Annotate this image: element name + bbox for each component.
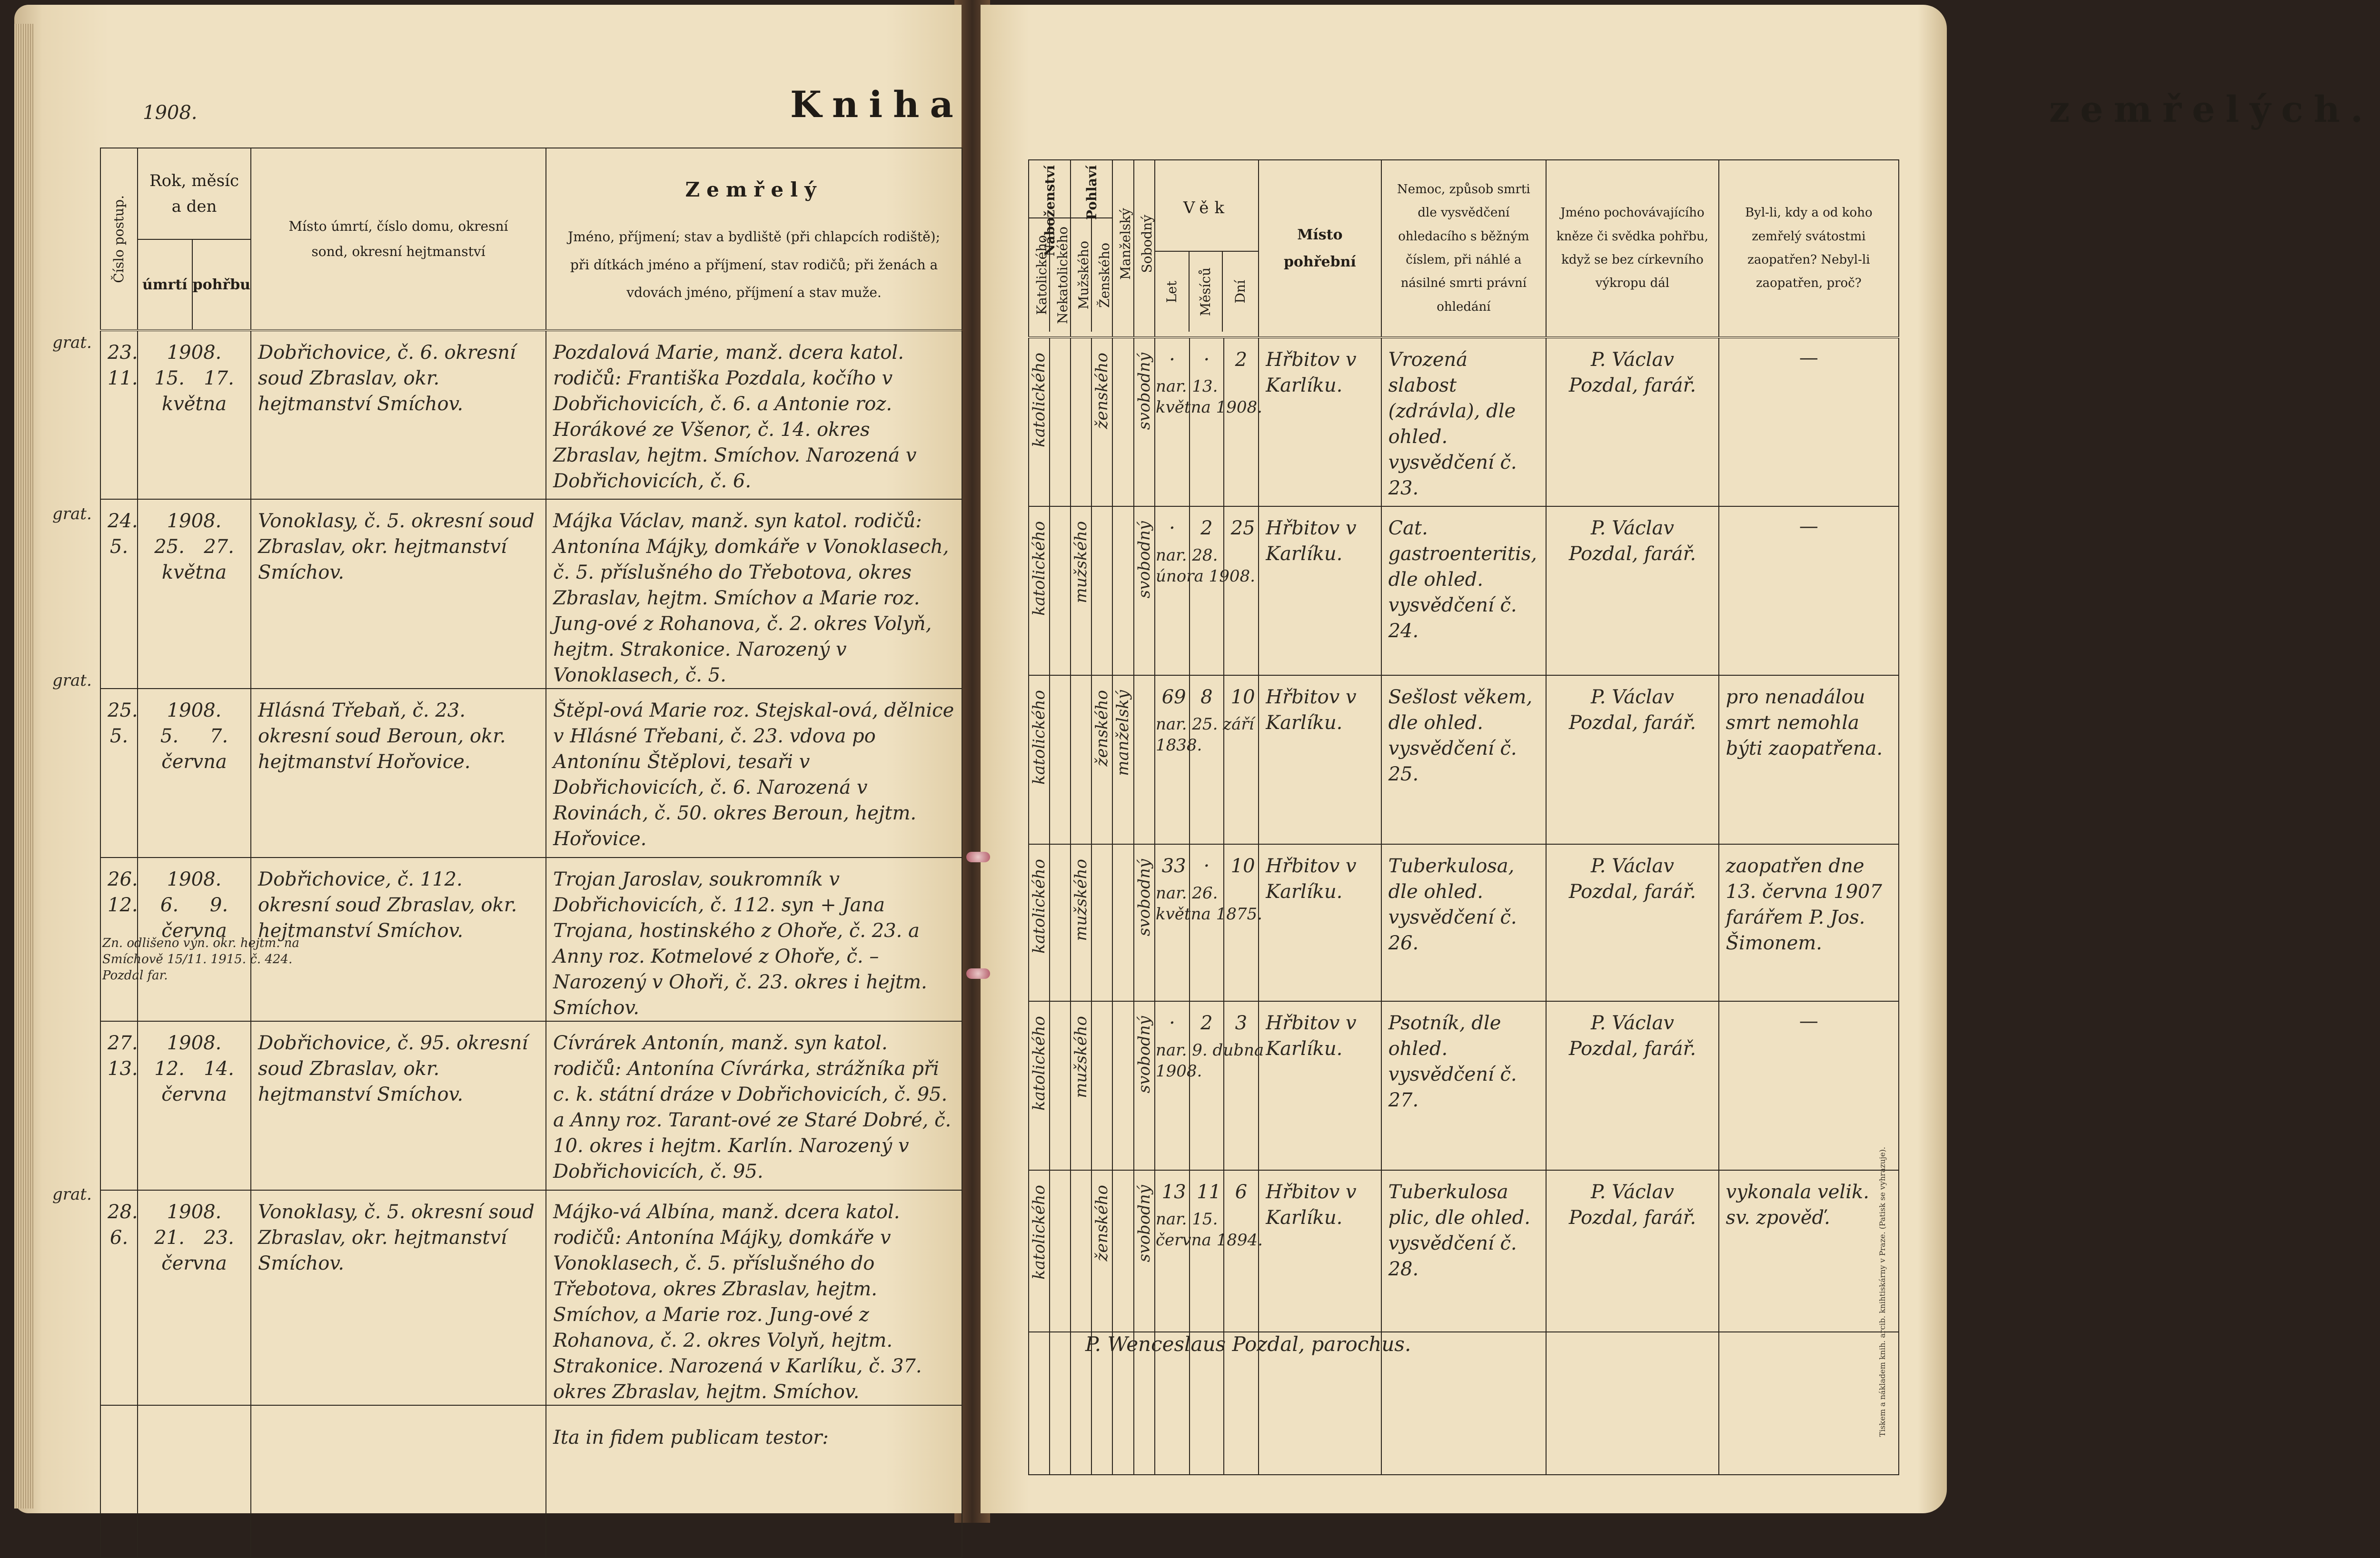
col-cislo-postup: Číslo postup. bbox=[100, 148, 138, 330]
closing-text-left: Ita in fidem publicam testor: bbox=[553, 1427, 829, 1449]
col-pohrbu: pohřbu bbox=[192, 276, 250, 293]
book-title-right: zemřelých. bbox=[2049, 88, 2374, 130]
year-heading: 1908. bbox=[143, 102, 198, 124]
left-closing-row bbox=[100, 1405, 962, 1558]
col-vek: Věk Let Měsíců Dní bbox=[1155, 160, 1259, 337]
birth-date-3: nar. 25. září 1838. bbox=[1156, 715, 1254, 755]
right-entry-row: katolického ženského manželský 69 8 10 Hřbitov v Karlíku. Sešlost věkem, dle ohled. vysvědčení č. 25. P. Václav Pozdal, farář. pro nenadálou smrt nemohla býti zaopatřena. bbox=[1029, 675, 1899, 844]
margin-grat-6: grat. bbox=[52, 1185, 92, 1204]
birth-date-5: nar. 9. dubna 1908. bbox=[1156, 1041, 1264, 1081]
right-register-table bbox=[1028, 159, 1899, 1475]
left-entry-row: 26. 12. 1908. 6. 9. června Dobřichovice, č. 112. okresní soud Zbraslav, okr. hejtmanství Smíchov. Trojan Jaroslav, soukromník v Dobřichovicích, č. 112. syn + Jana Trojana, hostinského z Ohoře, č. 23. a Anny roz. Kotmelové z Ohoře, č. – Narozený v Ohoři, č. 23. okres i hejtm. Smíchov. bbox=[100, 858, 962, 1021]
left-entry-row: 24. 5. 1908. 25. 27. května Vonoklasy, č. 5. okresní soud Zbraslav, okr. hejtmanství Smíchov. Májka Václav, manž. syn katol. rodičů: Antonína Májky, domkáře v Vonoklasech, č. 5. příslušného do Třebotova, okres Zbraslav, hejtm. Smíchov a Marie roz. Jung-ové z Rohanova, č. 2. okres Volyň, hejtm. Strakonice. Narozený v Vonoklasech, č. 5. bbox=[100, 499, 962, 689]
col-manzelsky: Manželský bbox=[1112, 160, 1133, 337]
printer-note: Tiskem a nákladem knih. arcib. knihtiskárny v Praze. (Patisk se vyhrazuje). bbox=[1878, 1147, 1887, 1437]
zemrely-desc: Jméno, příjmení; stav a bydliště (při chlapcích rodiště); při dítkách jméno a příjmení, stav rodičů; při ženách a vdovách jméno, příjmení a stav muže. bbox=[567, 228, 941, 301]
left-entry-row: 28. 6. 1908. 21. 23. června Vonoklasy, č. 5. okresní soud Zbraslav, okr. hejtmanství Smíchov. Májko-vá Albína, manž. dcera katol. rodičů: Antonína Májky, domkáře v Vonoklasech, č. 5. příslušného do Třebotova, okres Zbraslav, hejtm. Smíchov, a Marie roz. Jung-ové z Rohanova, č. 2. okres Volyň, hejtm. Strakonice. Narozená v Karlíku, č. 37. okres Zbraslav, hejtm. Smíchov. bbox=[100, 1190, 962, 1405]
col-misto-pohrebni: Místo pohřební bbox=[1259, 160, 1381, 337]
birth-date-1: nar. 13. května 1908. bbox=[1156, 377, 1262, 417]
margin-grat-2: grat. bbox=[52, 504, 92, 523]
col-nabozenstvi: Náboženství Katolického Nekatolického bbox=[1029, 160, 1071, 337]
left-entry-row: 25. 5. 1908. 5. 7. června Hlásná Třebaň, č. 23. okresní soud Beroun, okr. hejtmanství Hořovice. Štěpl-ová Marie roz. Stejskal-ová, dělnice v Hlásné Třebani, č. 23. vdova po Antonínu Štěplovi, tesaři v Dobřichovicích, č. 6. Narozená v Rovinách, č. 50. okres Beroun, hejtm. Hořovice. bbox=[100, 689, 962, 858]
col-nemoc: Nemoc, způsob smrti dle vysvědčení ohledacího s běžným číslem, při náhlé a násilné smrti právní ohledání bbox=[1381, 160, 1547, 337]
col-umrti: úmrtí bbox=[138, 240, 193, 329]
right-entry-row: katolického ženského svobodný 13 11 6 Hřbitov v Karlíku. Tuberkulosa plic, dle ohled. vysvědčení č. 28. P. Václav Pozdal, farář. vykonala velik. sv. zpověď. bbox=[1029, 1170, 1899, 1332]
left-register-table bbox=[100, 148, 962, 1558]
page-edges bbox=[14, 24, 33, 1509]
left-entry-row: 23. 11. 1908. 15. 17. května Dobřichovice, č. 6. okresní soud Zbraslav, okr. hejtmanství Smíchov. Pozdalová Marie, manž. dcera katol. rodičů: Františka Pozdala, kočího v Dobřichovicích, č. 6. a Antonie roz. Horákové ze Všenor, č. 14. okres Zbraslav, hejtm. Smíchov. Narozená v Dobřichovicích, č. 6. bbox=[100, 330, 962, 499]
right-page bbox=[981, 5, 2374, 1513]
binding-ribbon-top bbox=[966, 852, 990, 862]
col-misto-umrti: Místo úmrtí, číslo domu, okresní sond, okresní hejtmanství bbox=[251, 148, 546, 330]
margin-grat-1: grat. bbox=[52, 333, 92, 352]
closing-signature: P. Wenceslaus Pozdal, parochus. bbox=[1085, 1332, 1411, 1356]
col-zemrely bbox=[546, 148, 962, 330]
col-zaopatren: Byl-li, kdy a od koho zemřelý svátostmi zaopatřen? Nebyl-li zaopatřen, proč? bbox=[1719, 160, 1899, 337]
right-entry-row: katolického mužského svobodný · 2 3 Hřbitov v Karlíku. Psotník, dle ohled. vysvědčení č. 27. P. Václav Pozdal, farář. — bbox=[1029, 1001, 1899, 1170]
right-entry-row: katolického mužského svobodný 33 · 10 Hřbitov v Karlíku. Tuberkulosa, dle ohled. vysvědčení č. 26. P. Václav Pozdal, farář. zaopatřen dne 13. června 1907 farářem P. Jos. Šimonem. bbox=[1029, 844, 1899, 1001]
col-pohlavi: Pohlaví Mužského Ženského bbox=[1071, 160, 1112, 337]
birth-date-2: nar. 28. února 1908. bbox=[1156, 546, 1255, 586]
margin-grat-3: grat. bbox=[52, 671, 92, 690]
col-sobodny: Sobodný bbox=[1134, 160, 1155, 337]
col-rok: Rok, měsíc a den úmrtí pohřbu bbox=[138, 148, 251, 330]
birth-date-6: nar. 15. června 1894. bbox=[1156, 1210, 1263, 1250]
right-entry-row: katolického ženského svobodný · · 2 Hřbitov v Karlíku. Vrozená slabost (zdrávla), dle ohled. vysvědčení č. 23. P. Václav Pozdal, farář. — bbox=[1029, 337, 1899, 506]
zemrely-title: Zemřelý bbox=[685, 177, 823, 201]
margin-note-26: Zn. odlišeno výn. okr. hejtm. na Smíchově 15/11. 1915. č. 424. Pozdal far. bbox=[102, 936, 299, 983]
right-entry-row: katolického mužského svobodný · 2 25 Hřbitov v Karlíku. Cat. gastroenteritis, dle ohled. vysvědčení č. 24. P. Václav Pozdal, farář. — bbox=[1029, 506, 1899, 675]
left-page bbox=[14, 5, 962, 1513]
col-kneze: Jméno pochovávajícího kněze či svědka pohřbu, když se bez církevního výkropu dál bbox=[1546, 160, 1718, 337]
book-title-left: Kniha bbox=[790, 83, 964, 126]
binding-ribbon-bottom bbox=[966, 968, 990, 979]
birth-date-4: nar. 26. května 1875. bbox=[1156, 884, 1262, 924]
left-entry-row: 27. 13. 1908. 12. 14. června Dobřichovice, č. 95. okresní soud Zbraslav, okr. hejtmanství Smíchov. Cívrárek Antonín, manž. syn katol. rodičů: Antonína Cívrárka, strážníka při c. k. státní dráze v Dobřichovicích, č. 95. a Anny roz. Tarant-ové ze Staré Dobré, č. 10. okres i hejtm. Karlín. Narozený v Dobřichovicích, č. 95. bbox=[100, 1021, 962, 1190]
